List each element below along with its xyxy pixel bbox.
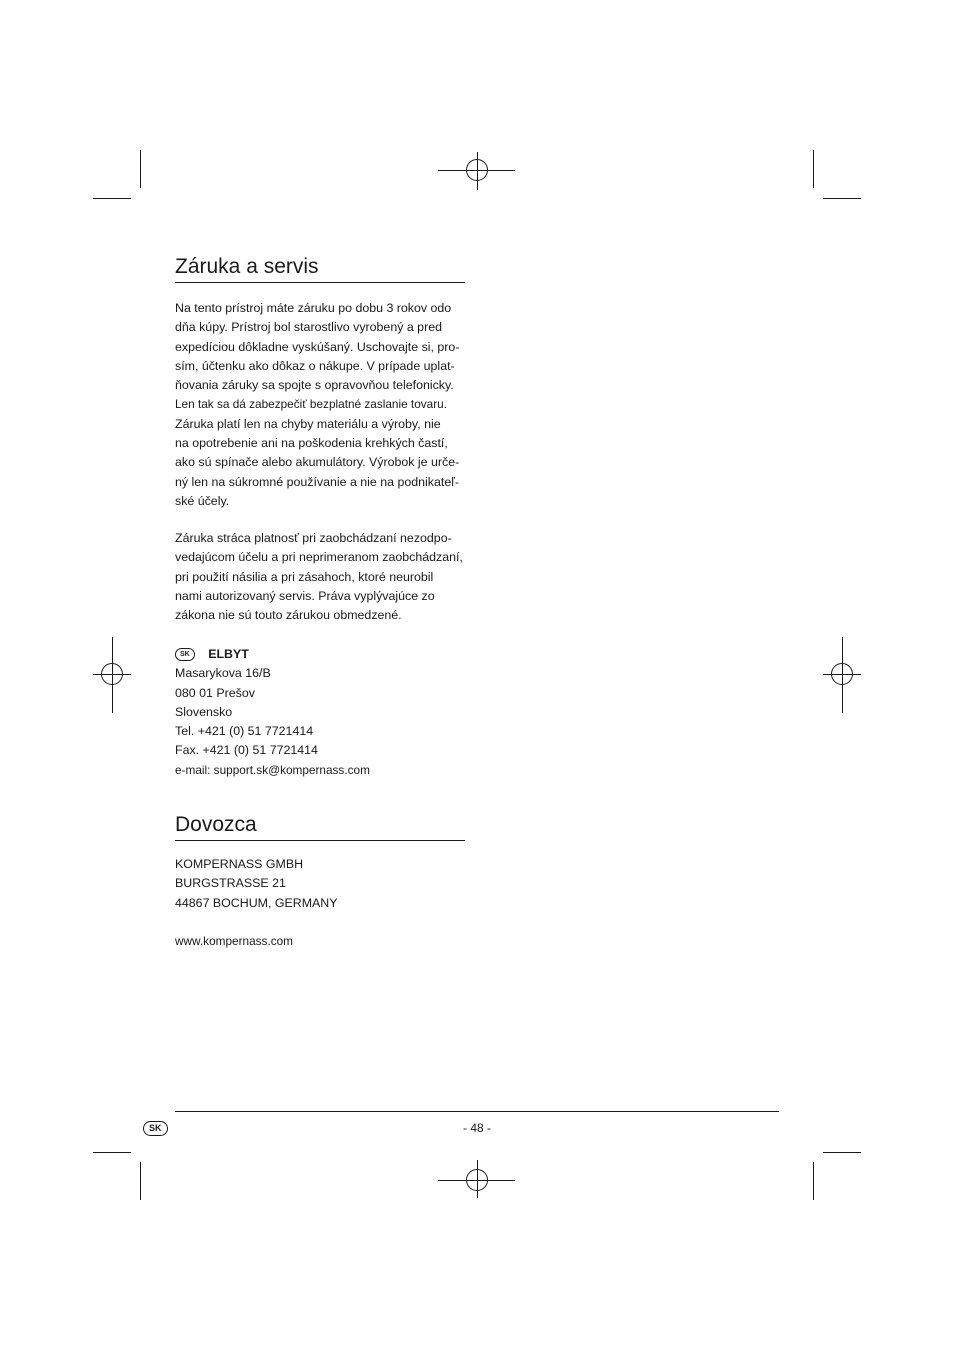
country-badge: SK [175, 648, 195, 661]
text-line: pri použití násilia a pri zásahoch, ktoré neurobil [175, 569, 434, 584]
warranty-paragraph-1 [175, 299, 470, 511]
address-line: 080 01 Prešov [175, 685, 255, 700]
address-line: Slovensko [175, 704, 233, 719]
page-number: - 48 - [462, 1121, 491, 1135]
address-line: BURGSTRASSE 21 [175, 876, 286, 891]
warranty-paragraph-2 [175, 529, 470, 625]
text-line: ný len na súkromné používanie a nie na podnikateľ- [175, 474, 459, 489]
text-line: nami autorizovaný servis. Práva vyplývajúce zo [175, 588, 435, 603]
text-line: Na tento prístroj máte záruku po dobu 3 rokov odo [175, 301, 452, 315]
service-name: ELBYT [208, 647, 249, 661]
text-line: ako sú spínače alebo akumulátory. Výrobok je urče- [175, 455, 460, 470]
importer-website: www.kompernass.com [175, 934, 294, 948]
text-line: Záruka stráca platnosť pri zaobchádzaní nezodpo- [175, 531, 452, 545]
text-line: ňovania záruky sa spojte s opravovňou telefonicky. [175, 378, 454, 393]
address-line: KOMPERNASS GMBH [175, 857, 304, 871]
text-line: Len tak sa dá zabezpečiť bezplatné zaslanie tovaru. [175, 397, 447, 412]
text-line: zákona nie sú touto zárukou obmedzené. [175, 608, 402, 623]
service-address [175, 645, 370, 780]
footer-country-badge: SK [143, 1121, 168, 1136]
service-header [175, 645, 370, 664]
text-line: sím, účtenku ako dôkaz o nákupe. V prípade uplat- [175, 358, 455, 373]
text-line: expedíciou dôkladne vyskúšaný. Uschovajte si, pro- [175, 339, 460, 354]
text-line: vedajúcom účelu a pri neprimeranom zaobchádzaní, [175, 550, 463, 565]
text-line: dňa kúpy. Prístroj bol starostlivo vyrobený a pred [175, 320, 442, 335]
text-line: Záruka platí len na chyby materiálu a výroby, nie [175, 416, 441, 431]
text-line: na opotrebenie ani na poškodenia krehkých častí, [175, 436, 448, 451]
importer-heading: Dovozca [175, 812, 465, 841]
address-line: Tel. +421 (0) 51 7721414 [175, 724, 314, 739]
address-line: 44867 BOCHUM, GERMANY [175, 895, 338, 910]
importer-address [175, 855, 338, 913]
text-line: ské účely. [175, 493, 230, 508]
email-line: e-mail: support.sk@kompernass.com [175, 762, 370, 777]
address-line: Fax. +421 (0) 51 7721414 [175, 743, 318, 758]
warranty-heading: Záruka a servis [175, 254, 465, 283]
address-line: Masarykova 16/B [175, 666, 271, 681]
footer-divider [175, 1111, 779, 1112]
